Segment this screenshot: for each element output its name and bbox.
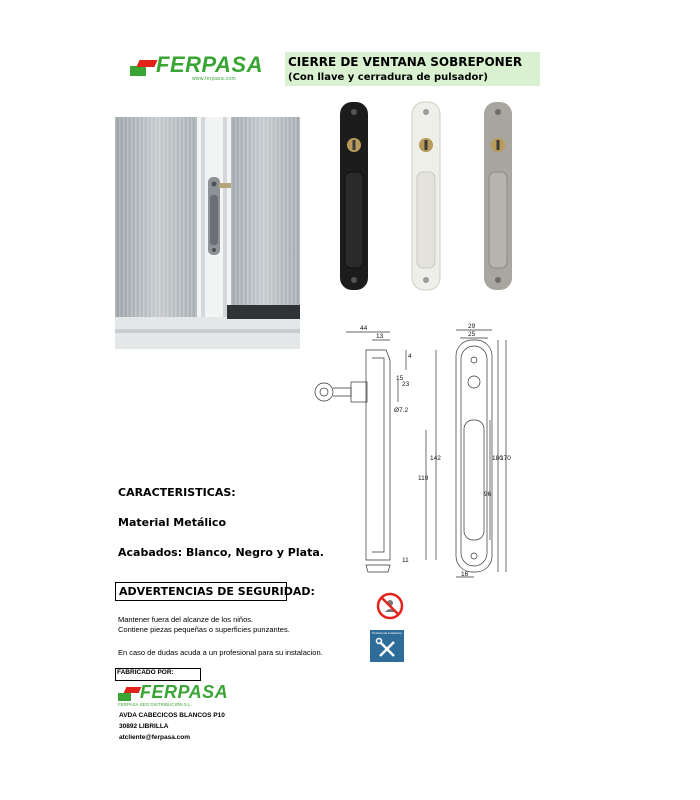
manufacturer-address: AVDA CABECICOS BLANCOS P10 — [119, 712, 225, 719]
dim-diameter: Ø7.2 — [394, 407, 409, 414]
dim-96: 96 — [484, 491, 492, 498]
dim-23: 23 — [402, 381, 410, 388]
brand-tagline: www.ferpasa.com — [192, 76, 236, 82]
product-silver — [478, 100, 518, 299]
feature-finishes: Acabados: Blanco, Negro y Plata. — [118, 546, 324, 559]
product-white — [406, 100, 446, 299]
feature-material: Material Metálico — [118, 516, 227, 529]
safety-line-2: Contiene piezas pequeñas o superficies punzantes. — [118, 625, 290, 634]
dim-170: 170 — [500, 455, 511, 462]
safety-line-3: En caso de dudas acuda a un profesional para su instalacion. — [118, 648, 323, 657]
dim-44: 44 — [360, 325, 368, 332]
professional-install-icon — [370, 630, 404, 662]
dim-11: 11 — [402, 557, 409, 564]
professional-install-label: Profesional instalacion — [371, 631, 403, 635]
dim-4: 4 — [408, 353, 412, 360]
features-heading: CARACTERISTICAS: — [118, 486, 236, 499]
dim-16: 16 — [461, 571, 469, 578]
manufacturer-label: FABRICADO POR: — [117, 669, 174, 676]
dim-142: 142 — [430, 455, 441, 462]
footer-brand-tagline: FERPASA SEG DISTRIBUCIÓN S.L. — [118, 702, 192, 707]
window-installation-photo — [115, 117, 300, 349]
footer-logo-mark-icon — [118, 687, 140, 701]
dim-29: 29 — [468, 323, 476, 330]
dim-119: 119 — [418, 475, 429, 482]
brand-name: FERPASA — [156, 52, 263, 77]
dim-25: 25 — [468, 331, 476, 338]
footer-brand-name: FERPASA — [140, 682, 229, 702]
page-subtitle: (Con llave y cerradura de pulsador) — [288, 72, 488, 83]
page-title: CIERRE DE VENTANA SOBREPONER — [288, 55, 523, 69]
dim-13: 13 — [376, 333, 384, 340]
safety-heading: ADVERTENCIAS DE SEGURIDAD: — [119, 585, 315, 598]
brand-logo — [130, 54, 263, 82]
manufacturer-city: 30892 LIBRILLA — [119, 723, 169, 730]
logo-mark-icon — [130, 60, 156, 76]
safety-line-1: Mantener fuera del alcanze de los niños. — [118, 615, 254, 624]
technical-drawing — [306, 320, 526, 587]
manufacturer-email[interactable]: atcliente@ferpasa.com — [119, 734, 191, 741]
footer-logo — [118, 683, 228, 707]
no-children-icon — [376, 592, 402, 618]
product-black — [334, 100, 374, 299]
dim-15: 15 — [396, 375, 404, 382]
dim-180: 180 — [492, 455, 503, 462]
